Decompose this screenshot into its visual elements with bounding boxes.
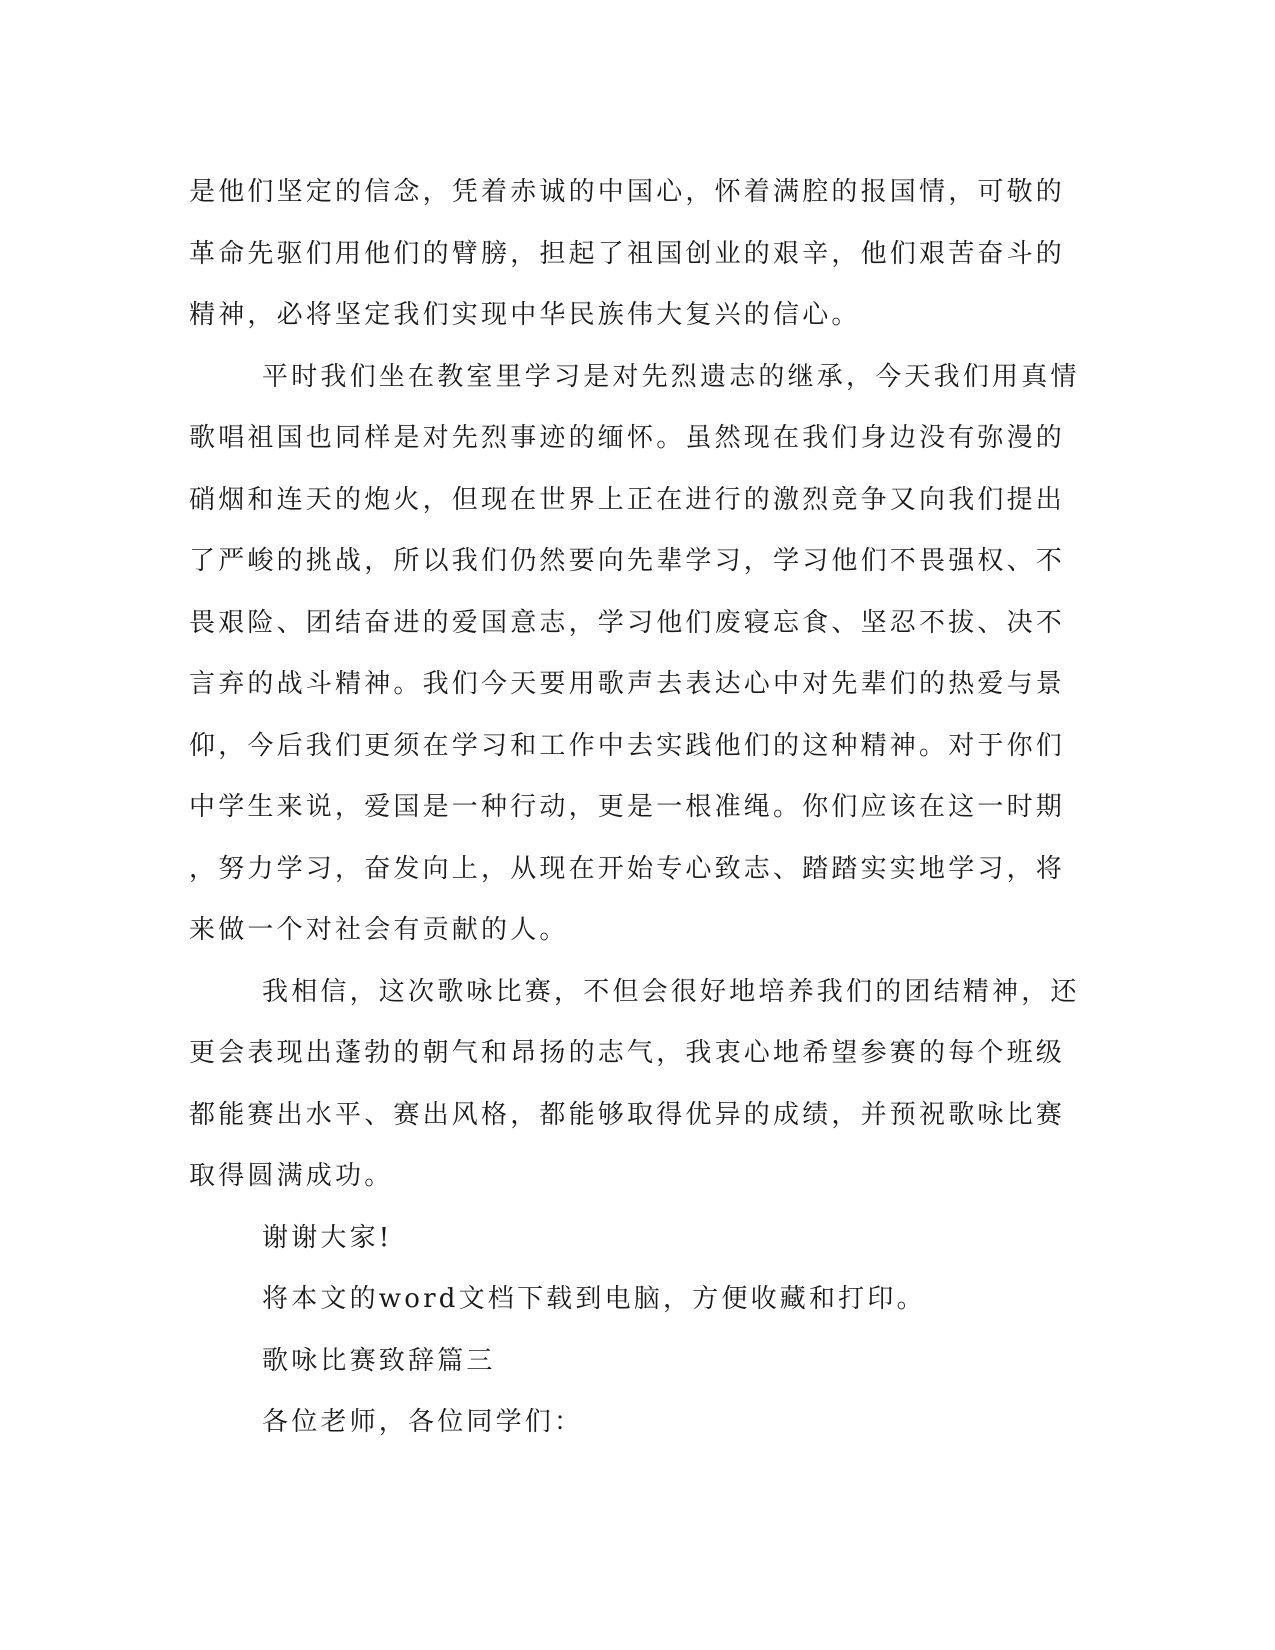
- text-line: 中学生来说，爱国是一种行动，更是一根准绳。你们应该在这一时期: [189, 792, 1066, 822]
- download-note: 将本文的word文档下载到电脑，方便收藏和打印。: [262, 1284, 926, 1314]
- thanks-line: 谢谢大家!: [262, 1222, 393, 1253]
- text-line: 畏艰险、团结奋进的爱国意志，学习他们废寝忘食、坚忍不拔、决不: [189, 607, 1066, 638]
- text-line: 是他们坚定的信念，凭着赤诚的中国心，怀着满腔的报国情，可敬的: [189, 177, 1066, 207]
- text-line: 精神，必将坚定我们实现中华民族伟大复兴的信心。: [189, 300, 861, 330]
- text-line: 更会表现出蓬勃的朝气和昂扬的志气，我衷心地希望参赛的每个班级: [189, 1038, 1066, 1068]
- document-body: [189, 162, 1079, 1454]
- text-line: 都能赛出水平、赛出风格，都能够取得优异的成绩，并预祝歌咏比赛: [189, 1099, 1066, 1130]
- text-line: 歌唱祖国也同样是对先烈事迹的缅怀。虽然现在我们身边没有弥漫的: [189, 423, 1066, 453]
- text-line: 取得圆满成功。: [189, 1161, 394, 1191]
- text-line: 了严峻的挑战，所以我们仍然要向先辈学习，学习他们不畏强权、不: [189, 546, 1066, 576]
- salutation: 各位老师，各位同学们：: [262, 1407, 584, 1437]
- text-line: 硝烟和连天的炮火，但现在世界上正在进行的激烈竞争又向我们提出: [189, 484, 1066, 515]
- text-line: ，努力学习，奋发向上，从现在开始专心致志、踏踏实实地学习，将: [189, 853, 1066, 884]
- text-line: 言弃的战斗精神。我们今天要用歌声去表达心中对先辈们的热爱与景: [189, 669, 1066, 699]
- paragraph-first-line: 平时我们坐在教室里学习是对先烈遗志的继承，今天我们用真情: [262, 361, 1080, 392]
- section-heading: 歌咏比赛致辞篇三: [262, 1345, 496, 1376]
- text-line: 来做一个对社会有贡献的人。: [189, 915, 569, 945]
- text-line: 仰，今后我们更须在学习和工作中去实践他们的这种精神。对于你们: [189, 730, 1066, 761]
- paragraph-first-line: 我相信，这次歌咏比赛，不但会很好地培养我们的团结精神，还: [262, 976, 1080, 1007]
- text-line: 革命先驱们用他们的臂膀，担起了祖国创业的艰辛，他们艰苦奋斗的: [189, 238, 1066, 269]
